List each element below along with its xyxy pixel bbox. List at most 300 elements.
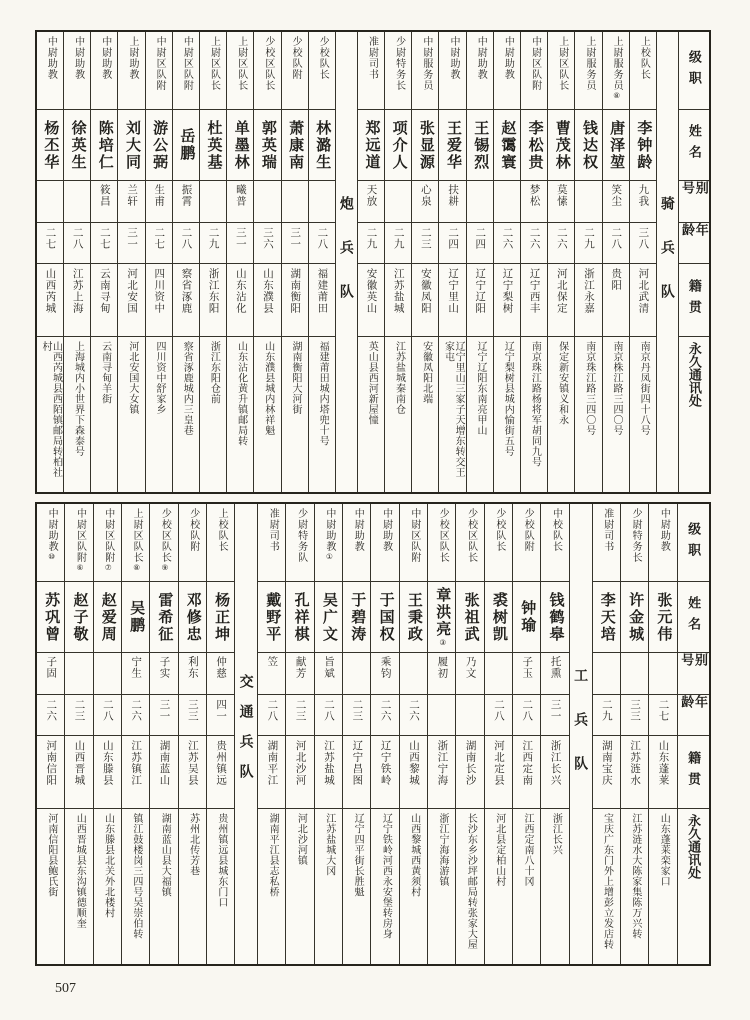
origin-text: 四川资中 [153,268,166,314]
alias-cell [227,181,253,223]
alias-cell [258,653,285,695]
alias-text: 生甫 [153,184,166,207]
origin-text: 浙江宁海 [436,740,449,786]
origin-text: 贵阳 [610,268,623,291]
address-text: 湖南蓝山县大福镇 [159,813,171,897]
origin-cell [179,736,206,809]
age-text: 三三 [629,699,642,722]
header-cell [679,264,709,337]
name-cell [343,582,370,653]
rank-text [96,36,113,109]
rank-label: 上尉服务员 [611,36,623,91]
person-column [257,504,285,964]
age-cell [541,695,568,736]
rank-label: 上校队长 [638,36,650,80]
rank-text [155,508,172,581]
age-text: 二八 [71,227,84,250]
rank-text [490,508,507,581]
name-text: 游公弼 [151,119,169,171]
header-cell [678,809,709,964]
name-cell [91,110,117,181]
name-text: 王爱华 [445,119,462,171]
age-text: 二七 [153,227,166,250]
origin-text: 江苏盐城 [323,740,335,786]
alias-text: 子固 [45,656,58,679]
origin-text: 山东蓬莱 [657,740,670,786]
person-column [370,504,398,964]
rank-text [362,36,379,109]
origin-text: 江苏镇江 [130,740,143,786]
person-column [308,32,335,492]
age-cell [118,223,144,264]
origin-cell [150,736,177,809]
name-text: 曹茂林 [553,119,571,171]
address-cell [603,337,629,492]
origin-cell [254,264,280,337]
rank-text [553,36,570,109]
alias-cell [122,653,149,695]
rank-text [390,36,407,109]
rank-cell [200,32,226,110]
name-cell [521,110,547,181]
alias-text: 子实 [158,656,171,679]
name-cell [286,582,313,653]
origin-cell [371,736,398,809]
rank-cell [258,504,285,582]
address-cell [541,809,568,964]
header-label: 别号 [679,653,709,674]
origin-cell [37,736,64,809]
origin-cell [485,736,512,809]
address-cell [150,809,177,964]
name-cell [118,110,144,181]
address-cell [513,809,540,964]
age-text: 二九 [600,699,613,722]
name-cell [179,582,206,653]
alias-cell [94,653,121,695]
address-text: 安徽凤阳北端 [420,341,432,404]
address-text: 云南寻甸羊街 [99,341,111,404]
age-text: 三一 [289,227,302,250]
alias-cell [343,653,370,695]
address-text: 南京珠江路三四〇号 [583,341,595,436]
address-cell [371,809,398,964]
unit-label: 炮兵队 [338,196,355,328]
rank-text [70,508,87,581]
name-text: 苏巩曾 [43,591,61,643]
origin-text: 山东滕县 [101,740,114,786]
alias-cell [494,181,520,223]
origin-text: 山西黎城 [407,740,420,786]
person-name [654,592,671,643]
rank-cell [173,32,199,110]
person-name [471,120,488,171]
address-text: 辽宁梨树县城内愉街五号 [502,341,514,457]
rank-label: 中尉助教 [658,508,670,552]
age-text: 二六 [528,227,541,250]
person-name [155,592,172,643]
rank-cell [118,32,144,110]
address-cell [65,809,92,964]
person-column [121,504,149,964]
rank-text [212,508,229,581]
unit-column [335,32,357,492]
address-text: 贵州镇远县城东门口 [215,813,227,908]
name-cell [575,110,601,181]
alias-text: 子玉 [521,656,534,679]
header-column [677,504,709,964]
person-name [377,592,394,643]
person-name [518,600,535,634]
rank-label: 准尉司书 [601,508,613,552]
person-column [540,504,568,964]
header-label: 级职 [686,49,702,92]
rank-text [42,508,59,581]
name-footnote-mark: ③ [438,638,448,647]
address-text: 河南信阳县鲍氏街 [45,813,57,897]
name-text: 邓修忠 [184,591,202,643]
person-column [411,32,438,492]
address-text: 河北县定柏山村 [493,813,505,887]
name-cell [467,110,493,181]
name-cell [428,582,455,653]
origin-text: 江苏吴县 [186,740,199,786]
rank-cell [485,504,512,582]
rank-text [123,36,140,109]
origin-cell [541,736,568,809]
rank-cell [146,32,172,110]
alias-text: 献芳 [294,656,307,679]
alias-cell [118,181,144,223]
name-text: 李天培 [598,591,616,643]
origin-cell [343,736,370,809]
rank-cell [94,504,121,582]
address-cell [64,337,90,492]
person-column [314,504,342,964]
header-cell [679,337,709,492]
address-text: 辽宁辽阳东南亮甲山 [475,341,487,436]
origin-text: 河南信阳 [45,740,58,786]
alias-text: 乘钧 [379,656,392,679]
name-text: 徐英生 [69,119,87,171]
unit-cell [570,504,592,964]
address-text: 四川资中舒家乡 [154,341,165,415]
age-text: 二八 [492,699,505,722]
alias-text: 梦松 [528,184,541,207]
age-cell [400,695,427,736]
address-text: 苏州北传芳巷 [187,813,199,876]
person-name [320,592,337,643]
age-cell [286,695,313,736]
age-cell [37,695,64,736]
name-text: 陈培仁 [96,119,114,171]
age-text: 二三 [73,699,86,722]
rank-label: 少校队附 [187,508,199,552]
origin-cell [428,736,455,809]
origin-cell [467,264,493,337]
rank-label: 少校区队长 [465,508,477,563]
person-column [93,504,121,964]
rank-footnote-mark: ⑧ [612,91,622,100]
origin-text: 湖南蓝山 [158,740,171,786]
alias-cell [621,653,648,695]
origin-cell [630,264,656,337]
rank-label: 上尉区队长 [556,36,568,91]
name-text: 钱达权 [580,119,598,171]
age-cell [494,223,520,264]
address-text: 南京丹凤街四十八号 [638,341,650,436]
person-name [498,120,515,171]
origin-text: 江苏上海 [71,268,84,314]
alias-cell [593,653,620,695]
origin-text: 察省涿鹿 [180,268,193,314]
rank-footnote-mark: ① [324,552,334,561]
address-cell [400,809,427,964]
alias-text: 心泉 [419,184,432,207]
alias-text: 仲慈 [215,656,228,679]
rank-label: 中尉助教 [323,508,335,552]
name-cell [649,582,676,653]
rank-cell [428,504,455,582]
roster-lower-half [35,502,711,966]
alias-text: 乃文 [464,656,477,679]
origin-cell [575,264,601,337]
address-text: 河北安国大女镇 [126,341,138,415]
person-column [117,32,144,492]
name-text: 李钟龄 [635,119,653,171]
person-name [259,120,276,171]
person-name [41,120,58,171]
alias-cell [286,653,313,695]
rank-label: 中尉助教 [448,36,459,80]
alias-cell [200,181,226,223]
unit-cell [336,32,357,492]
roster-table [35,30,711,966]
rank-text [417,36,434,109]
person-name [580,120,597,171]
alias-text: 扶耕 [447,184,460,207]
alias-text: 笠 [266,656,279,668]
rank-text [292,508,309,581]
address-cell [593,809,620,964]
rank-text [444,36,461,109]
age-text: 二八 [323,699,335,722]
person-name [212,592,229,643]
header-cell [679,181,709,223]
origin-cell [593,736,620,809]
address-text: 江西定南八十冈 [522,813,534,887]
person-column [602,32,629,492]
age-text: 二六 [45,699,58,722]
age-cell [358,223,384,264]
rank-text [99,508,116,581]
address-text: 察省涿鹿城内三皇巷 [181,341,193,436]
age-text: 二八 [266,699,279,722]
name-cell [412,110,438,181]
rank-cell [548,32,574,110]
alias-text: 利东 [186,656,199,679]
origin-text: 河北定县 [492,740,505,786]
person-column [226,32,253,492]
origin-cell [65,736,92,809]
origin-text: 江苏盐城 [392,268,405,314]
address-text: 山东滕县北关外北楼村 [102,813,114,918]
rank-text [127,508,144,581]
address-cell [173,337,199,492]
age-text: 二四 [447,227,460,250]
age-cell [315,695,342,736]
rank-label: 中尉区队附 [408,508,420,563]
alias-cell [603,181,629,223]
address-cell [315,809,342,964]
person-column [342,504,370,964]
rank-label: 中尉区队附 [154,36,166,91]
rank-label: 中尉区队附 [74,508,86,563]
person-column [145,32,172,492]
origin-cell [513,736,540,809]
origin-cell [282,264,308,337]
rank-text [580,36,597,109]
name-text: 萧康南 [287,119,305,171]
rank-label: 少尉特务长 [393,36,405,91]
alias-cell [146,181,172,223]
origin-cell [258,736,285,809]
alias-cell [400,653,427,695]
rank-text [607,36,624,109]
name-text: 于碧涛 [349,591,367,643]
name-cell [548,110,574,181]
address-text: 浙江长兴 [550,813,562,855]
origin-cell [94,736,121,809]
rank-text [177,36,194,109]
origin-text: 福建莆田 [316,268,329,314]
origin-text: 山西芮城 [44,268,57,314]
age-text: 三六 [262,227,275,250]
person-column [37,504,64,964]
name-text: 钱鹤皋 [547,591,565,643]
header-label: 永久通讯处 [686,813,702,879]
age-cell [94,695,121,736]
person-column [512,504,540,964]
rank-cell [400,504,427,582]
name-cell [207,582,234,653]
rank-label: 中尉助教 [502,36,514,80]
person-column [172,32,199,492]
address-cell [254,337,280,492]
address-text: 山东沾化黄升镇邮局转 [235,341,247,446]
origin-text: 河北武清 [637,268,650,314]
address-text: 湖南平江县志私桥 [267,813,279,897]
address-cell [286,809,313,964]
header-label: 籍贯 [686,279,702,321]
person-column [149,504,177,964]
origin-cell [521,264,547,337]
rank-label: 少校队长 [317,36,329,80]
alias-cell [315,653,342,695]
origin-cell [621,736,648,809]
person-name [526,120,543,171]
person-column [547,32,574,492]
person-column [357,32,384,492]
person-column [493,32,520,492]
unit-cell [235,504,257,964]
age-cell [150,695,177,736]
origin-text: 江西定南 [521,740,534,786]
name-cell [513,582,540,653]
rank-footnote-mark: ⑧ [132,563,142,572]
rank-label: 中尉助教 [380,508,392,552]
person-column [37,32,63,492]
origin-cell [173,264,199,337]
name-text: 吴鹏 [128,600,146,634]
address-cell [118,337,144,492]
rank-cell [343,504,370,582]
address-text: 福建莆田城内塔兜十号 [317,341,329,446]
rank-cell [621,504,648,582]
rank-text [547,508,564,581]
address-cell [575,337,601,492]
rank-text [626,508,643,581]
age-cell [439,223,465,264]
person-column [384,32,411,492]
origin-cell [456,736,483,809]
rank-text [654,508,671,581]
origin-cell [548,264,574,337]
alias-text: 莫愫 [555,184,568,207]
age-text: 二四 [474,227,487,250]
origin-cell [315,736,342,809]
origin-text: 湖南平江 [266,740,279,786]
rank-text [184,508,201,581]
rank-text [69,36,86,109]
person-name [286,120,303,171]
name-text: 吴广文 [320,591,338,643]
age-cell [146,223,172,264]
age-text: 二九 [207,227,220,250]
person-column [592,504,620,964]
person-name [348,592,365,643]
rank-footnote-mark: ⑩ [47,552,57,561]
name-cell [122,582,149,653]
age-cell [412,223,438,264]
rank-cell [575,32,601,110]
address-text: 南京珠江路杨将军胡同九号 [529,341,541,467]
rank-text [598,508,615,581]
origin-cell [385,264,411,337]
name-cell [65,582,92,653]
rank-cell [412,32,438,110]
name-cell [593,582,620,653]
rank-cell [630,32,656,110]
address-cell [122,809,149,964]
age-text: 二六 [501,227,514,250]
age-text: 二三 [294,699,307,722]
unit-column [656,32,678,492]
age-cell [485,695,512,736]
person-name [70,592,87,643]
name-cell [227,110,253,181]
rank-cell [371,504,398,582]
origin-cell [118,264,144,337]
unit-label: 骑兵队 [659,196,676,328]
origin-cell [37,264,63,337]
address-cell [282,337,308,492]
address-text: 山西芮城县西陌镇邮局转柏社村 [39,341,62,478]
rank-footnote-mark: ⑨ [160,563,170,572]
person-name [232,120,249,171]
person-name [42,592,59,643]
address-text: 辽宁里山三家子天增东转交王家屯 [442,341,465,478]
